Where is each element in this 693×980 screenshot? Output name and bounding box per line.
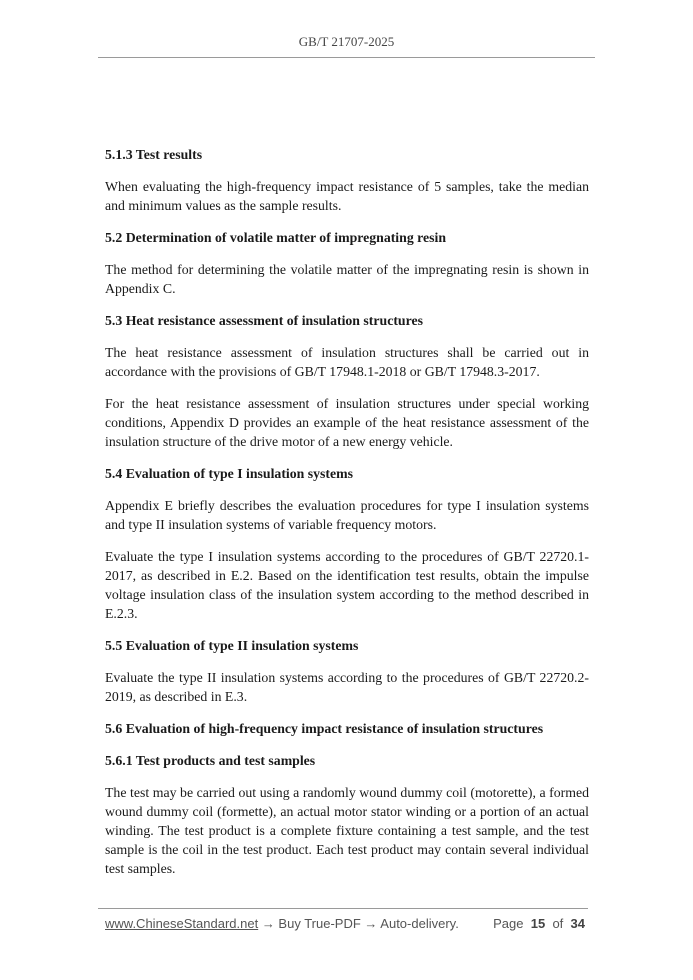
- paragraph: Evaluate the type II insulation systems according to the procedures of GB/T 22720.2-2019, as described in E.3.: [105, 670, 589, 704]
- page-label: Page: [493, 916, 524, 931]
- paragraph: The method for determining the volatile matter of the impregnating resin is shown in Appendix C.: [105, 262, 589, 296]
- section-heading-5-6-1: 5.6.1 Test products and test samples: [105, 753, 316, 768]
- section-heading-5-5: 5.5 Evaluation of type II insulation systems: [105, 638, 359, 653]
- section-heading-5-6: 5.6 Evaluation of high-frequency impact resistance of insulation structures: [105, 721, 544, 736]
- paragraph: The heat resistance assessment of insulation structures shall be carried out in accordance with the provisions of GB/T 17948.1-2018 or GB/T 17948.3-2017.: [105, 345, 589, 379]
- section-heading-5-2: 5.2 Determination of volatile matter of impregnating resin: [105, 230, 447, 245]
- section-heading-5-3: 5.3 Heat resistance assessment of insulation structures: [105, 313, 423, 328]
- document-body: [105, 145, 589, 891]
- page-header: [0, 34, 693, 50]
- footer-tagline: → Buy True-PDF → Auto-delivery.: [258, 916, 459, 931]
- header-divider: [98, 57, 595, 58]
- of-label: of: [552, 916, 564, 931]
- site-link[interactable]: www.ChineseStandard.net: [105, 916, 259, 931]
- current-page-number: 15: [530, 916, 546, 931]
- section-heading-5-4: 5.4 Evaluation of type I insulation systems: [105, 466, 353, 481]
- paragraph: Appendix E briefly describes the evaluation procedures for type I insulation systems and type II insulation systems of variable frequency motors.: [105, 498, 589, 532]
- paragraph: For the heat resistance assessment of insulation structures under special working conditions, Appendix D provides an example of the heat resistance assessment of the insulation structure of the drive motor of a new energy vehicle.: [105, 396, 589, 449]
- page-footer: [105, 916, 589, 934]
- paragraph: Evaluate the type I insulation systems according to the procedures of GB/T 22720.1-2017, as described in E.2. Based on the identification test results, obtain the impulse voltage insulation class of the insulation system according to the method described in E.2.3.: [105, 549, 589, 621]
- footer-promo: [105, 916, 459, 931]
- total-page-count: 34: [570, 916, 585, 931]
- section-heading-5-1-3: 5.1.3 Test results: [105, 147, 203, 162]
- document-id: GB/T 21707-2025: [298, 34, 395, 49]
- paragraph: When evaluating the high-frequency impact resistance of 5 samples, take the median and minimum values as the sample results.: [105, 179, 589, 213]
- page-indicator: [493, 916, 585, 931]
- paragraph: The test may be carried out using a randomly wound dummy coil (motorette), a formed wound dummy coil (formette), an actual motor stator winding or a portion of an actual winding. The test product is a complete fixture containing a test sample, and the test sample is the coil in the test product. Each test product may contain several individual test samples.: [105, 785, 589, 876]
- footer-divider: [98, 908, 588, 909]
